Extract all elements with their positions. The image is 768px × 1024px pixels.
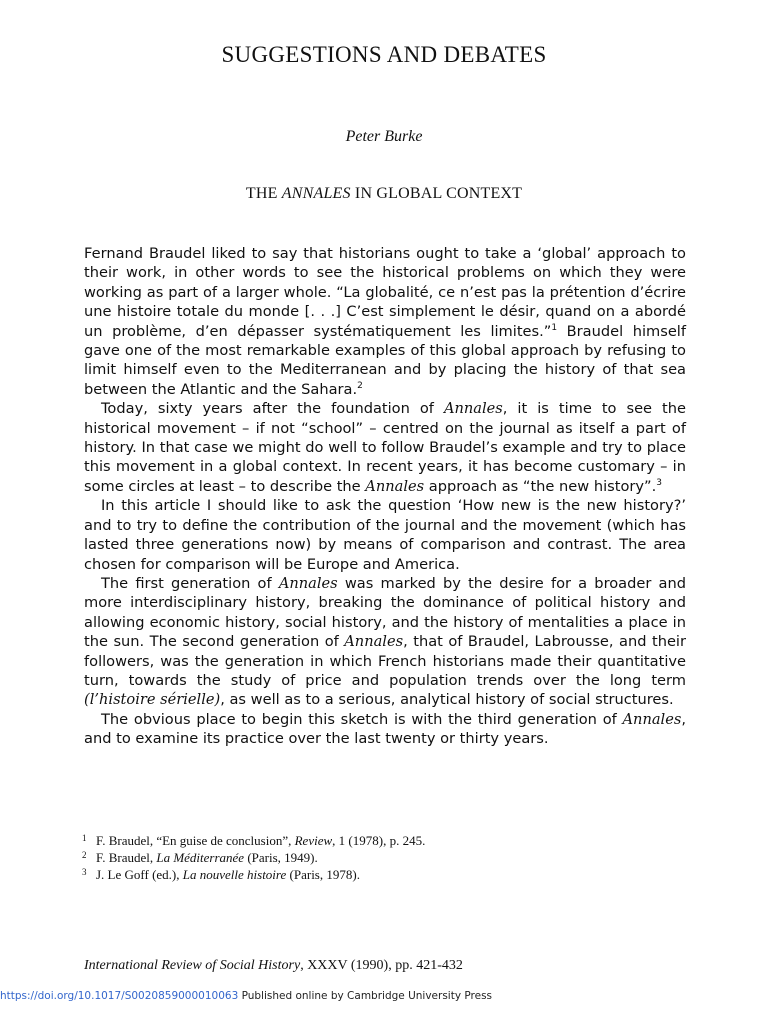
- body-paragraph: [84, 574, 686, 710]
- journal-volume: , XXXV (1990), pp. 421-432: [300, 958, 463, 973]
- text-run: Today, sixty years after the foundation of: [101, 400, 444, 418]
- text-run: The first generation of: [101, 574, 279, 592]
- italic-run: Annales: [622, 710, 682, 728]
- text-run: , 1 (1978), p. 245.: [332, 833, 426, 848]
- text-run: approach as “the new history”.: [424, 477, 657, 495]
- text-run: Fernand Braudel liked to say that historians ought to take a ‘global’ approach to their work, in other words to see the historical problems on which they were working as part of a larger whole. “La globalité, ce n’est pas la prétention d’écrire une histoire totale du monde [. . .] C’est simplement le désir, quand on a abordé un problème, d’en dépasser systématiquement les limites.”: [84, 245, 686, 340]
- text-run: , that of Braudel, Labrousse, and their followers, was the generation in which French historians made their quantitative turn, towards the study of price and population trends over the long term: [84, 633, 686, 689]
- body-paragraph: [84, 496, 686, 574]
- italic-run: Annales: [278, 574, 338, 592]
- article-title: [0, 185, 768, 203]
- article-title-prefix: THE: [245, 185, 282, 202]
- italic-run: Annales: [365, 477, 425, 495]
- text-run: (Paris, 1978).: [286, 867, 360, 882]
- article-title-suffix: IN GLOBAL CONTEXT: [350, 185, 523, 202]
- doi-link[interactable]: https://doi.org/10.1017/S0020859000010063: [0, 990, 239, 1002]
- text-run: J. Le Goff (ed.),: [96, 867, 183, 882]
- text-run: Braudel himself gave one of the most remarkable examples of this global approach by refusing to limit himself even to the Mediterranean and by placing the history of that sea between the Atlantic and the Sahara.: [84, 322, 686, 398]
- italic-run: (l’histoire sérielle): [84, 691, 221, 709]
- italic-run: La Méditerranée: [156, 850, 245, 865]
- text-run: (Paris, 1949).: [244, 850, 318, 865]
- italic-run: La nouvelle histoire: [182, 867, 287, 882]
- footnote-number: 2: [82, 850, 87, 860]
- footnotes: [82, 832, 682, 883]
- footnote-text: [96, 849, 318, 866]
- footnote-ref: 2: [357, 380, 363, 391]
- section-title: SUGGESTIONS AND DEBATES: [221, 42, 547, 67]
- body-paragraph: [84, 244, 686, 399]
- text-run: , and to examine its practice over the last twenty or thirty years.: [84, 710, 686, 748]
- journal-citation: [84, 958, 463, 974]
- doi-line: [0, 990, 492, 1002]
- journal-name: International Review of Social History: [84, 958, 301, 973]
- text-run: , as well as to a serious, analytical history of social structures.: [220, 691, 674, 709]
- text-run: , it is time to see the historical movement – if not “school” – centred on the journal as itself a part of history. In that case we might do well to follow Braudel’s example and try to place this movement in a global context. In recent years, it has become customary – in some circles at least – to describe the: [84, 400, 686, 495]
- italic-run: Review: [294, 833, 333, 848]
- text-run: In this article I should like to ask the question ‘How new is the new history?’ and to try to define the contribution of the journal and the movement (which has lasted three generations now) by means of comparison and contrast. The area chosen for comparison will be Europe and America.: [84, 497, 686, 573]
- article-body: [84, 244, 686, 749]
- body-paragraph: [84, 710, 686, 749]
- footnote-text: [96, 866, 360, 883]
- italic-run: Annales: [443, 400, 503, 418]
- text-run: was marked by the desire for a broader and more interdisciplinary history, breaking the dominance of political history and allowing economic history, social history, and the history of mentalities a place in the sun. The second generation of: [84, 574, 686, 651]
- author-name: Peter Burke: [345, 128, 423, 145]
- article-title-italic: ANNALES: [281, 185, 351, 202]
- footnote-number: 3: [82, 867, 87, 877]
- text-run: F. Braudel, “En guise de conclusion”,: [96, 833, 295, 848]
- footnote: [82, 849, 682, 866]
- footnote: [82, 866, 682, 883]
- footnote: [82, 832, 682, 849]
- footnote-ref: 1: [551, 322, 558, 333]
- italic-run: Annales: [344, 633, 404, 651]
- text-run: F. Braudel,: [96, 850, 157, 865]
- footnote-text: [96, 832, 425, 849]
- footnote-number: 1: [82, 833, 87, 843]
- published-online-note: Published online by Cambridge University Press: [238, 990, 493, 1002]
- body-paragraph: [84, 399, 686, 496]
- text-run: The obvious place to begin this sketch is with the third generation of: [101, 710, 623, 728]
- footnote-ref: 3: [656, 478, 662, 489]
